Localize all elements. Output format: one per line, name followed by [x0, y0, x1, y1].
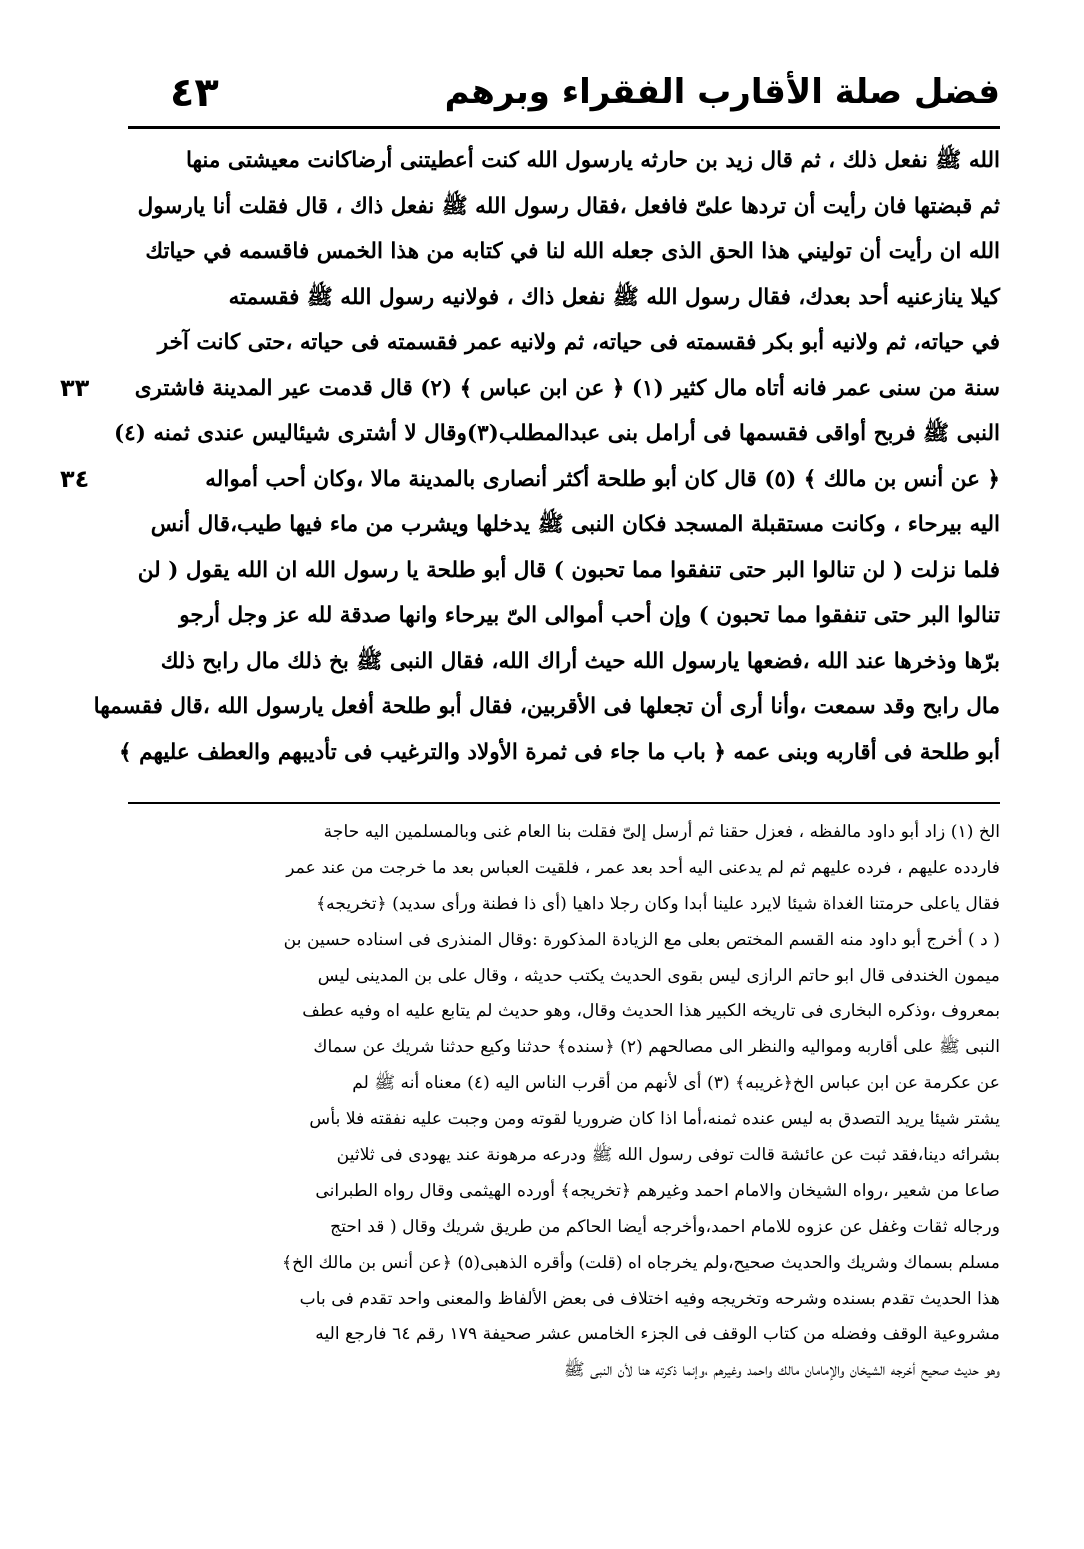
- text-line: ﴿ عن أنس بن مالك ﴾ (٥) قال كان أبو طلحة أكثر أنصارى بالمدينة مالا ،وكان أحب أمواله: [205, 466, 1000, 492]
- running-title: فضل صلة الأقارب الفقراء وبرهم: [444, 72, 1000, 112]
- page-number: ٤٣: [170, 70, 219, 116]
- footnote-line: ميمون الخندفى قال ابو حاتم الرازى ليس بقوى الحديث يكتب حديثه ، وقال على بن المدينى ليس: [317, 965, 1000, 986]
- text-line: النبى ﷺ فربح أواقى فقسمها فى أرامل بنى عبدالمطلب(٣)وقال لا أشترى شيئاليس عندى ثمنه (٤): [113, 421, 1000, 446]
- footnote-line: بشرائه دينا،فقد ثبت عن عائشة قالت توفى رسول الله ﷺ ودرعه مرهونة عند يهودى فى ثلاثين: [336, 1145, 1000, 1166]
- hadith-number: ٣٣: [60, 374, 90, 402]
- hadith-number: ٣٤: [60, 465, 90, 493]
- text-line: أبو طلحة فى أقاربه وبنى عمه ﴿ باب ما جاء فى ثمرة الأولاد والترغيب فى تأديبهم والعطف عليهم ﴾: [119, 739, 1000, 765]
- footnote-line: ( د ) أخرج أبو داود منه القسم المختص بعلى مع الزيادة المذكورة :وقال المنذرى فى اسناده حسين بن: [283, 929, 1000, 950]
- text-line: سنة من سنى عمر فانه أتاه مال كثير (١) ﴿ عن ابن عباس ﴾ (٢) قال قدمت عير المدينة فاشترى: [134, 375, 1000, 401]
- footnote-line: النبى ﷺ على أقاربه ومواليه والنظر الى مصالحهم (٢) ﴿سنده﴾ حدثنا وكيع حدثنا شريك عن سماك: [313, 1037, 1000, 1058]
- footnote-line: يشتر شيئا يريد التصدق به ليس عنده ثمنه،أما اذا كان ضروريا لقوته ومن وجبت عليه نفقته فلا بأس: [309, 1109, 1000, 1130]
- text-line: تنالوا البر حتى تنفقوا مما تحبون ) وإن أحب أموالى الىّ بيرحاء وانها صدقة لله عز وجل أرجو: [179, 603, 1000, 628]
- footnotes: [140, 815, 1000, 1389]
- header-divider: [128, 126, 1000, 129]
- text-line: برّها وذخرها عند الله ،فضعها يارسول الله حيث أراك الله، فقال النبى ﷺ بخ ذلك مال رابح ذلك: [160, 648, 1000, 674]
- text-line: الله ﷺ نفعل ذلك ، ثم قال زيد بن حارثه يارسول الله كنت أعطيتنى أرضاكانت معيشتى منها: [185, 148, 1000, 173]
- footnote-line: مشروعية الوقف وفضله من كتاب الوقف فى الجزء الخامس عشر صحيفة ١٧٩ رقم ٦٤ فارجع اليه: [315, 1324, 1000, 1345]
- footnote-divider: [128, 802, 1000, 804]
- text-line: الله ان رأيت أن توليني هذا الحق الذى جعله الله لنا في كتابه من هذا الخمس فاقسمه في حياتك: [145, 239, 1000, 264]
- footnote-line: وهو حديث صحيح أخرجه الشيخان والإمامان مالك واحمد وغيرهم ،وإنما ذكرته هنا لأن النبى ﷺ: [563, 1360, 1000, 1381]
- footnote-line: فقال ياعلى حرمتنا الغداة شيئا لايرد علينا أبدا وكان رجلا داهيا (أى ذا فطنة ورأى سديد) ﴿تخريجه﴾: [316, 893, 1000, 914]
- footnote-line: صاعا من شعير ،رواه الشيخان والامام احمد وغيرهم ﴿تخريجه﴾ أورده الهيثمى وقال رواه الطبرانى: [315, 1180, 1000, 1201]
- footnote-line: بمعروف ،وذكره البخارى فى تاريخه الكبير هذا الحديث وقال، وهو حديث لم يتابع عليه اه وفيه عطف: [302, 1001, 1000, 1022]
- main-text: [93, 138, 1000, 775]
- footnote-line: الخ (١) زاد أبو داود مالفظه ، فعزل حقنا ثم أرسل إلىّ فقلت بنا العام غنى وبالمسلمين اليه حاجة: [323, 822, 1000, 842]
- footnote-line: مسلم بسماك وشريك والحديث صحيح،ولم يخرجاه اه (قلت) وأقره الذهبى(٥) ﴿عن أنس بن مالك الخ﴾: [282, 1252, 1000, 1273]
- text-line: في حياته، ثم ولانيه أبو بكر فقسمته فى حياته، ثم ولانيه عمر فقسمته فى حياته ،حتى كانت آخر: [157, 330, 1000, 355]
- text-line: مال رابح وقد سمعت ،وأنا أرى أن تجعلها فى الأقربين، فقال أبو طلحة أفعل يارسول الله ،قال فقسمها: [93, 694, 1000, 719]
- footnote-line: فاردده عليهم ، فرده عليهم ثم لم يدعنى اليه أحد بعد عمر ، فلقيت العباس بعد ما خرجت من عند عمر: [286, 857, 1000, 878]
- footnote-line: عن عكرمة عن ابن عباس الخ﴿غريبه﴾ (٣) أى لأنهم من أقرب الناس اليه (٤) معناه أنه ﷺ لم: [352, 1073, 1000, 1094]
- text-line: ثم قبضتها فان رأيت أن تردها علىّ فافعل ،فقال رسول الله ﷺ نفعل ذاك ، قال فقلت أنا يارسول: [137, 193, 1000, 219]
- text-line: اليه بيرحاء ، وكانت مستقبلة المسجد فكان النبى ﷺ يدخلها ويشرب من ماء فيها طيب،قال أنس: [150, 512, 1000, 537]
- footnote-line: هذا الحديث تقدم بسنده وشرحه وتخريجه وفيه اختلاف فى بعض الألفاظ والمعنى واحد تقدم فى باب: [299, 1288, 1000, 1309]
- page-header: [130, 70, 1000, 120]
- footnote-line: ورجاله ثقات وغفل عن عزوه للامام احمد،وأخرجه أيضا الحاكم من طريق شريك وقال ( قد احتج: [330, 1216, 1000, 1237]
- text-line: كيلا ينازعنيه أحد بعدك، فقال رسول الله ﷺ نفعل ذاك ، فولانيه رسول الله ﷺ فقسمته: [228, 284, 1000, 310]
- text-line: فلما نزلت ( لن تنالوا البر حتى تنفقوا مما تحبون ) قال أبو طلحة يا رسول الله ان الله يقول ( لن: [137, 557, 1000, 583]
